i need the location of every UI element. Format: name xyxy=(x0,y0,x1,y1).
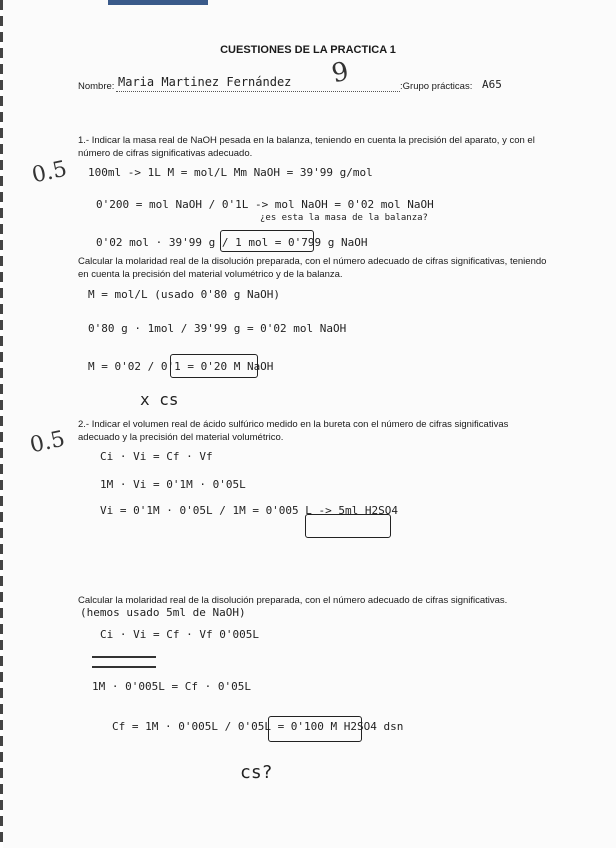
q1b-text: Calcular la molaridad real de la disolución preparada, con el número adecuado de cifras significativas, teniendo en cuenta la precisión del material volumétrico y de la balanza. xyxy=(78,256,547,280)
q1b-note: x cs xyxy=(140,390,179,409)
nombre-label: Nombre: xyxy=(78,81,115,92)
q1-answer-box xyxy=(220,230,314,252)
page-title: CUESTIONES DE LA PRACTICA 1 xyxy=(220,44,396,56)
q2-work-line: Ci · Vi = Cf · Vf xyxy=(100,450,213,463)
nombre-value: Maria Martinez Fernández xyxy=(118,75,292,89)
q1-work-line: 0'02 mol · 39'99 g / 1 mol = 0'799 g NaOH xyxy=(96,236,368,249)
q2-margin-grade: 0.5 xyxy=(27,426,68,459)
q2b-work-line: Ci · Vi = Cf · Vf 0'005L xyxy=(100,628,259,641)
scan-edge xyxy=(0,0,3,848)
grade-top: 9 xyxy=(329,56,352,90)
q1-work-line: 0'200 = mol NaOH / 0'1L -> mol NaOH = 0'02 mol NaOH xyxy=(96,198,434,211)
q1-margin-grade: 0.5 xyxy=(29,156,70,189)
q1-work-line: 100ml -> 1L M = mol/L Mm NaOH = 39'99 g/mol xyxy=(88,166,373,179)
q1b-answer-box xyxy=(170,354,258,378)
q2b-answer-box xyxy=(268,716,362,742)
q1b-work-line: M = mol/L (usado 0'80 g NaOH) xyxy=(88,288,281,301)
grupo-value: A65 xyxy=(482,78,502,91)
grupo-label: :Grupo prácticas: xyxy=(400,81,473,92)
q1-text: 1.- Indicar la masa real de NaOH pesada en la balanza, teniendo en cuenta la precisión del aparato, y con el número de cifras significativas adecuado. xyxy=(78,135,535,159)
q2b-work-line: (hemos usado 5ml de NaOH) xyxy=(80,606,246,619)
q1-annotation: ¿es esta la masa de la balanza? xyxy=(260,213,428,223)
q1b-work-line: 0'80 g · 1mol / 39'99 g = 0'02 mol NaOH xyxy=(88,322,347,335)
header-logo-bar xyxy=(108,0,208,5)
q2b-text: Calcular la molaridad real de la disolución preparada, con el número adecuado de cifras significativas. xyxy=(78,595,508,606)
q2-work-line: Vi = 0'1M · 0'05L / 1M = 0'005 L -> 5ml H2SO4 xyxy=(100,504,399,517)
scribble-out xyxy=(92,656,156,668)
q2-answer-box xyxy=(305,514,391,538)
q2b-note: cs? xyxy=(240,762,273,783)
q2b-work-line: Cf = 1M · 0'005L / 0'05L = 0'100 M H2SO4 dsn xyxy=(112,720,404,733)
q2-text: 2.- Indicar el volumen real de ácido sulfúrico medido en la bureta con el número de cifras significativas adecuado y la precisión del material volumétrico. xyxy=(78,419,509,443)
q2-work-line: 1M · Vi = 0'1M · 0'05L xyxy=(100,478,246,491)
q1b-work-line: M = 0'02 / 0'1 = 0'20 M NaOH xyxy=(88,360,274,373)
nombre-dotted-line xyxy=(116,91,400,92)
q2b-work-line: 1M · 0'005L = Cf · 0'05L xyxy=(92,680,251,693)
